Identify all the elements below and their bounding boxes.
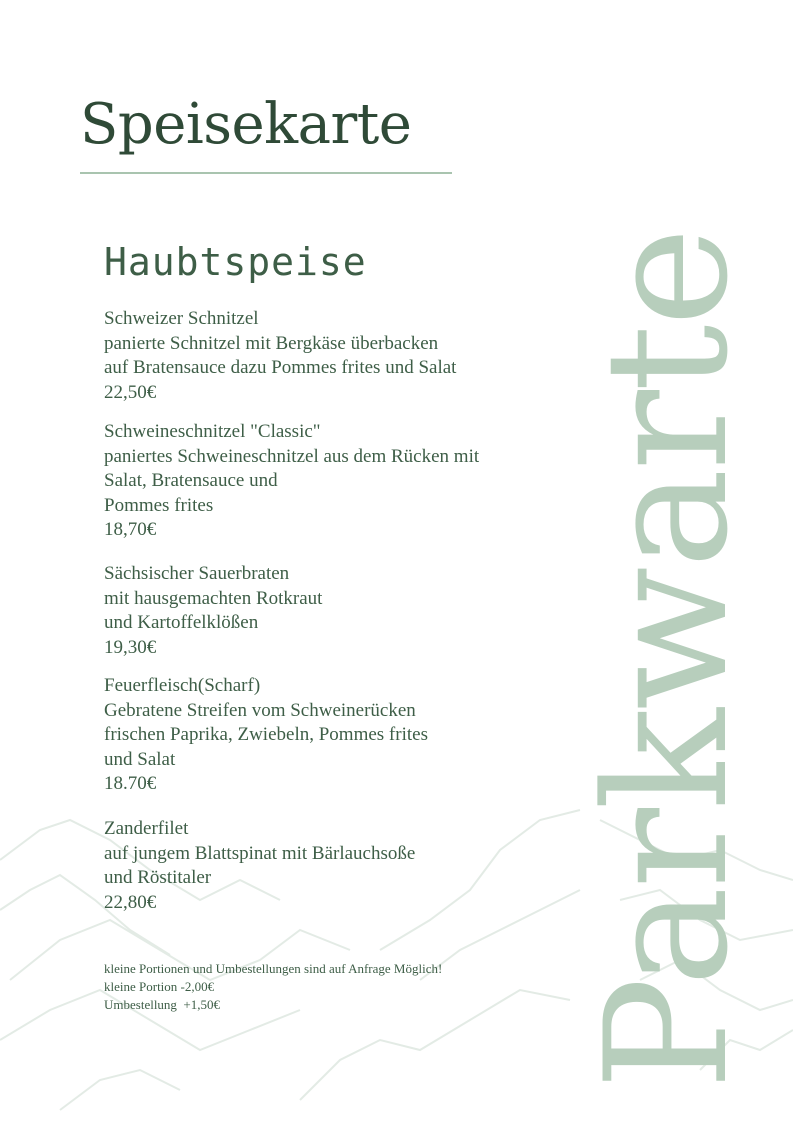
dish-price: 19,30€	[104, 636, 157, 658]
dish-price: 22,50€	[104, 381, 157, 403]
dish-description-line: und Röstitaler	[104, 867, 212, 888]
brand-vertical-text: Parkwarte	[569, 229, 765, 1090]
dish-description-line: mit hausgemachten Rotkraut	[104, 587, 323, 609]
dish-price: 22,80€	[104, 891, 157, 913]
dish-description-line: paniertes Schweineschnitzel aus dem Rücken mit	[104, 445, 480, 467]
dish-name: Schweizer Schnitzel	[104, 308, 259, 329]
dish-description-line: auf Bratensauce dazu Pommes frites und Salat	[104, 357, 457, 378]
dish-description-line: Gebratene Streifen vom Schweinerücken	[104, 699, 416, 721]
dish-description-line: auf jungem Blattspinat mit Bärlauchsoße	[104, 842, 416, 864]
section-title: Haubtspeise	[104, 240, 367, 284]
note-line: Umbestellung +1,50€	[104, 997, 221, 1012]
dish-name: Sächsischer Sauerbraten	[104, 563, 290, 584]
dish-item	[104, 420, 574, 543]
dish-description-line: Salat, Bratensauce und	[104, 470, 278, 491]
dish-price: 18,70€	[104, 519, 157, 540]
dish-description-line: und Salat	[104, 748, 176, 770]
dish-item	[104, 674, 574, 797]
dish-description-line: panierte Schnitzel mit Bergkäse überbacken	[104, 332, 439, 354]
dish-name: Feuerfleisch(Scharf)	[104, 675, 261, 696]
page-title: Speisekarte	[80, 92, 412, 157]
title-divider	[80, 172, 452, 174]
dish-item	[104, 307, 574, 405]
dish-name: Schweineschnitzel "Classic"	[104, 421, 321, 442]
dish-description-line: Pommes frites	[104, 494, 214, 516]
notes-block	[104, 960, 442, 1014]
dish-description-line: und Kartoffelklößen	[104, 612, 259, 633]
note-line: kleine Portion -2,00€	[104, 979, 215, 994]
dish-item	[104, 562, 574, 660]
note-line: kleine Portionen und Umbestellungen sind auf Anfrage Möglich!	[104, 961, 443, 976]
dish-item	[104, 817, 574, 915]
dish-description-line: frischen Paprika, Zwiebeln, Pommes frites	[104, 724, 428, 745]
dish-price: 18.70€	[104, 773, 157, 794]
dish-name: Zanderfilet	[104, 818, 189, 839]
